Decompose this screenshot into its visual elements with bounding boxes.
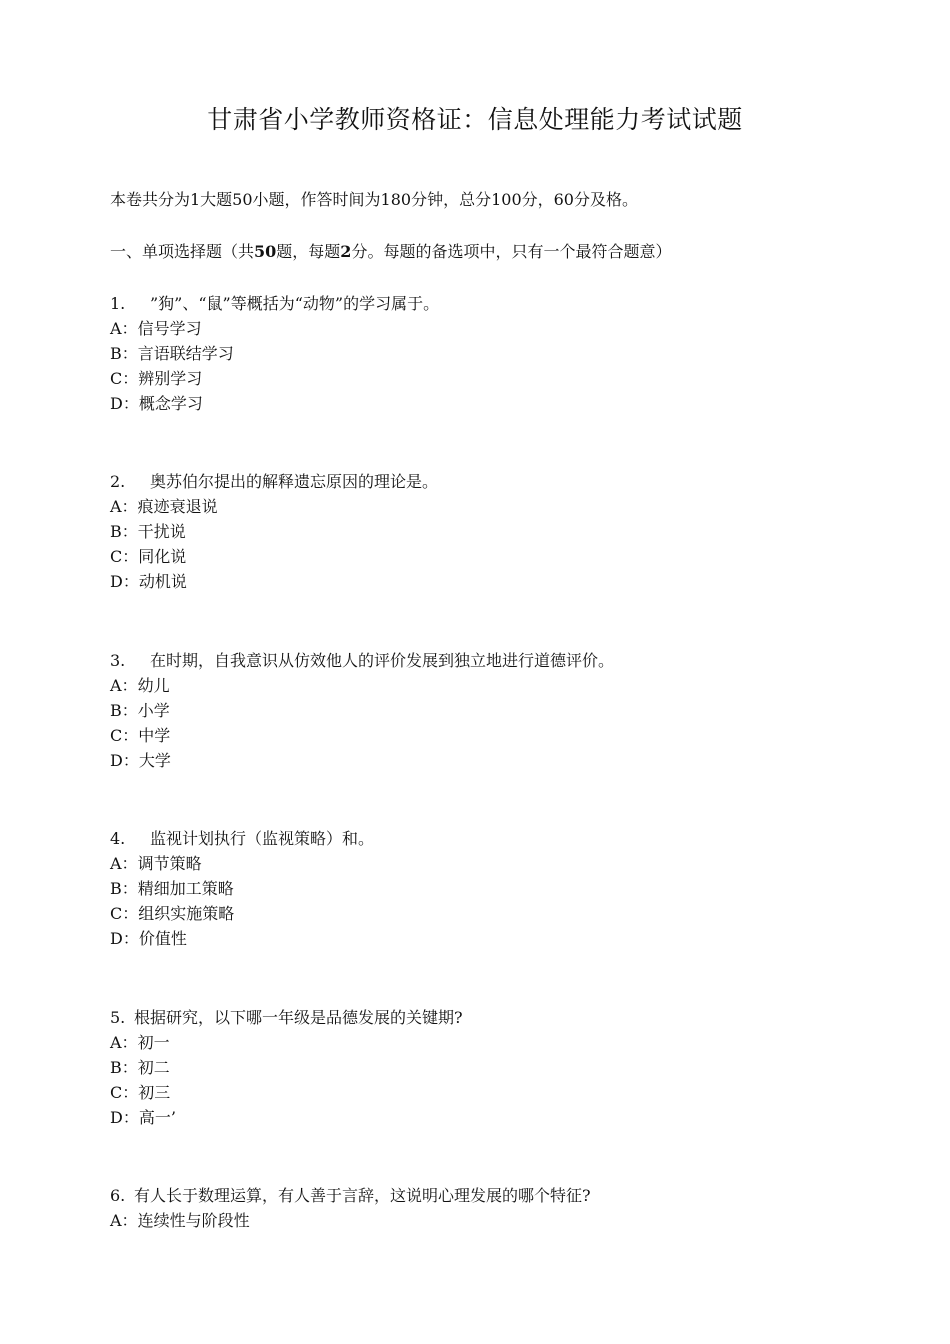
section-heading [110, 240, 671, 264]
option-label: B： [110, 344, 138, 363]
option-text: 调节策略 [137, 854, 202, 873]
option-d[interactable] [110, 391, 850, 416]
option-b[interactable] [110, 698, 850, 723]
option-label: C： [110, 726, 139, 745]
option-text: 价值性 [138, 929, 187, 948]
option-text: 辨别学习 [138, 369, 203, 388]
option-a[interactable] [110, 494, 850, 519]
option-label: D： [110, 394, 139, 413]
option-label: B： [110, 879, 138, 898]
option-text: 干扰说 [137, 522, 186, 541]
option-label: D： [110, 572, 139, 591]
question-number: 4. [110, 829, 126, 848]
option-b[interactable] [110, 341, 850, 366]
option-label: D： [110, 929, 139, 948]
option-label: A： [110, 1211, 138, 1230]
option-label: A： [110, 676, 138, 695]
question-text: 在时期，自我意识从仿效他人的评价发展到独立地进行道德评价。 [150, 651, 615, 670]
option-text: 痕迹衰退说 [137, 497, 218, 516]
option-text: 连续性与阶段性 [137, 1211, 250, 1230]
option-a[interactable] [110, 1208, 850, 1233]
option-c[interactable] [110, 366, 850, 391]
option-text: 幼儿 [137, 676, 170, 695]
option-text: 概念学习 [138, 394, 203, 413]
question-number: 3. [110, 651, 126, 670]
option-text: 同化说 [138, 547, 187, 566]
option-text: 精细加工策略 [137, 879, 234, 898]
option-d[interactable] [110, 569, 850, 594]
question-stem [110, 469, 850, 494]
question-1 [110, 291, 850, 416]
option-text: 组织实施策略 [138, 904, 235, 923]
exam-intro: 本卷共分为1大题50小题，作答时间为180分钟，总分100分，60分及格。 [110, 190, 638, 209]
question-text: 奥苏伯尔提出的解释遗忘原因的理论是。 [150, 472, 439, 491]
option-label: B： [110, 522, 138, 541]
option-label: A： [110, 497, 138, 516]
option-d[interactable] [110, 1105, 850, 1130]
section-suffix: 分。每题的备选项中，只有一个最符合题意） [351, 242, 672, 261]
option-label: C： [110, 369, 139, 388]
option-d[interactable] [110, 926, 850, 951]
question-4 [110, 826, 850, 951]
question-text: 有人长于数理运算，有人善于言辞，这说明心理发展的哪个特征? [134, 1186, 591, 1205]
question-stem [110, 648, 850, 673]
option-text: 初二 [137, 1058, 170, 1077]
option-label: B： [110, 701, 138, 720]
option-label: A： [110, 854, 138, 873]
option-text: 动机说 [138, 572, 187, 591]
question-3 [110, 648, 850, 773]
section-points: 2 [340, 242, 352, 261]
section-prefix: 一、单项选择题（共 [110, 242, 255, 261]
option-b[interactable] [110, 876, 850, 901]
option-label: C： [110, 1083, 139, 1102]
question-stem [110, 1183, 850, 1208]
question-text: ”狗”、“鼠”等概括为“动物”的学习属于。 [150, 294, 440, 313]
option-label: C： [110, 547, 139, 566]
option-text: 高一’ [138, 1108, 176, 1127]
question-2 [110, 469, 850, 594]
option-c[interactable] [110, 723, 850, 748]
option-d[interactable] [110, 748, 850, 773]
section-mid: 题，每题 [276, 242, 341, 261]
option-text: 初三 [138, 1083, 171, 1102]
option-label: D： [110, 1108, 139, 1127]
option-label: D： [110, 751, 139, 770]
option-a[interactable] [110, 673, 850, 698]
option-label: A： [110, 1033, 138, 1052]
question-stem [110, 1005, 850, 1030]
option-a[interactable] [110, 316, 850, 341]
question-text: 根据研究，以下哪一年级是品德发展的关键期? [134, 1008, 463, 1027]
option-text: 小学 [137, 701, 170, 720]
question-number: 5. [110, 1008, 126, 1027]
option-label: A： [110, 319, 138, 338]
question-6 [110, 1183, 850, 1233]
option-label: B： [110, 1058, 138, 1077]
option-a[interactable] [110, 851, 850, 876]
question-text: 监视计划执行（监视策略）和。 [150, 829, 375, 848]
option-a[interactable] [110, 1030, 850, 1055]
question-number: 2. [110, 472, 126, 491]
option-text: 大学 [138, 751, 171, 770]
document-title: 甘肃省小学教师资格证：信息处理能力考试试题 [207, 105, 743, 134]
option-b[interactable] [110, 519, 850, 544]
question-stem [110, 291, 850, 316]
question-5 [110, 1005, 850, 1130]
option-text: 初一 [137, 1033, 170, 1052]
question-number: 6. [110, 1186, 126, 1205]
option-text: 言语联结学习 [137, 344, 234, 363]
question-number: 1. [110, 294, 126, 313]
option-c[interactable] [110, 544, 850, 569]
option-c[interactable] [110, 1080, 850, 1105]
option-c[interactable] [110, 901, 850, 926]
section-count: 50 [254, 242, 277, 261]
option-text: 信号学习 [137, 319, 202, 338]
option-b[interactable] [110, 1055, 850, 1080]
option-label: C： [110, 904, 139, 923]
question-stem [110, 826, 850, 851]
option-text: 中学 [138, 726, 171, 745]
